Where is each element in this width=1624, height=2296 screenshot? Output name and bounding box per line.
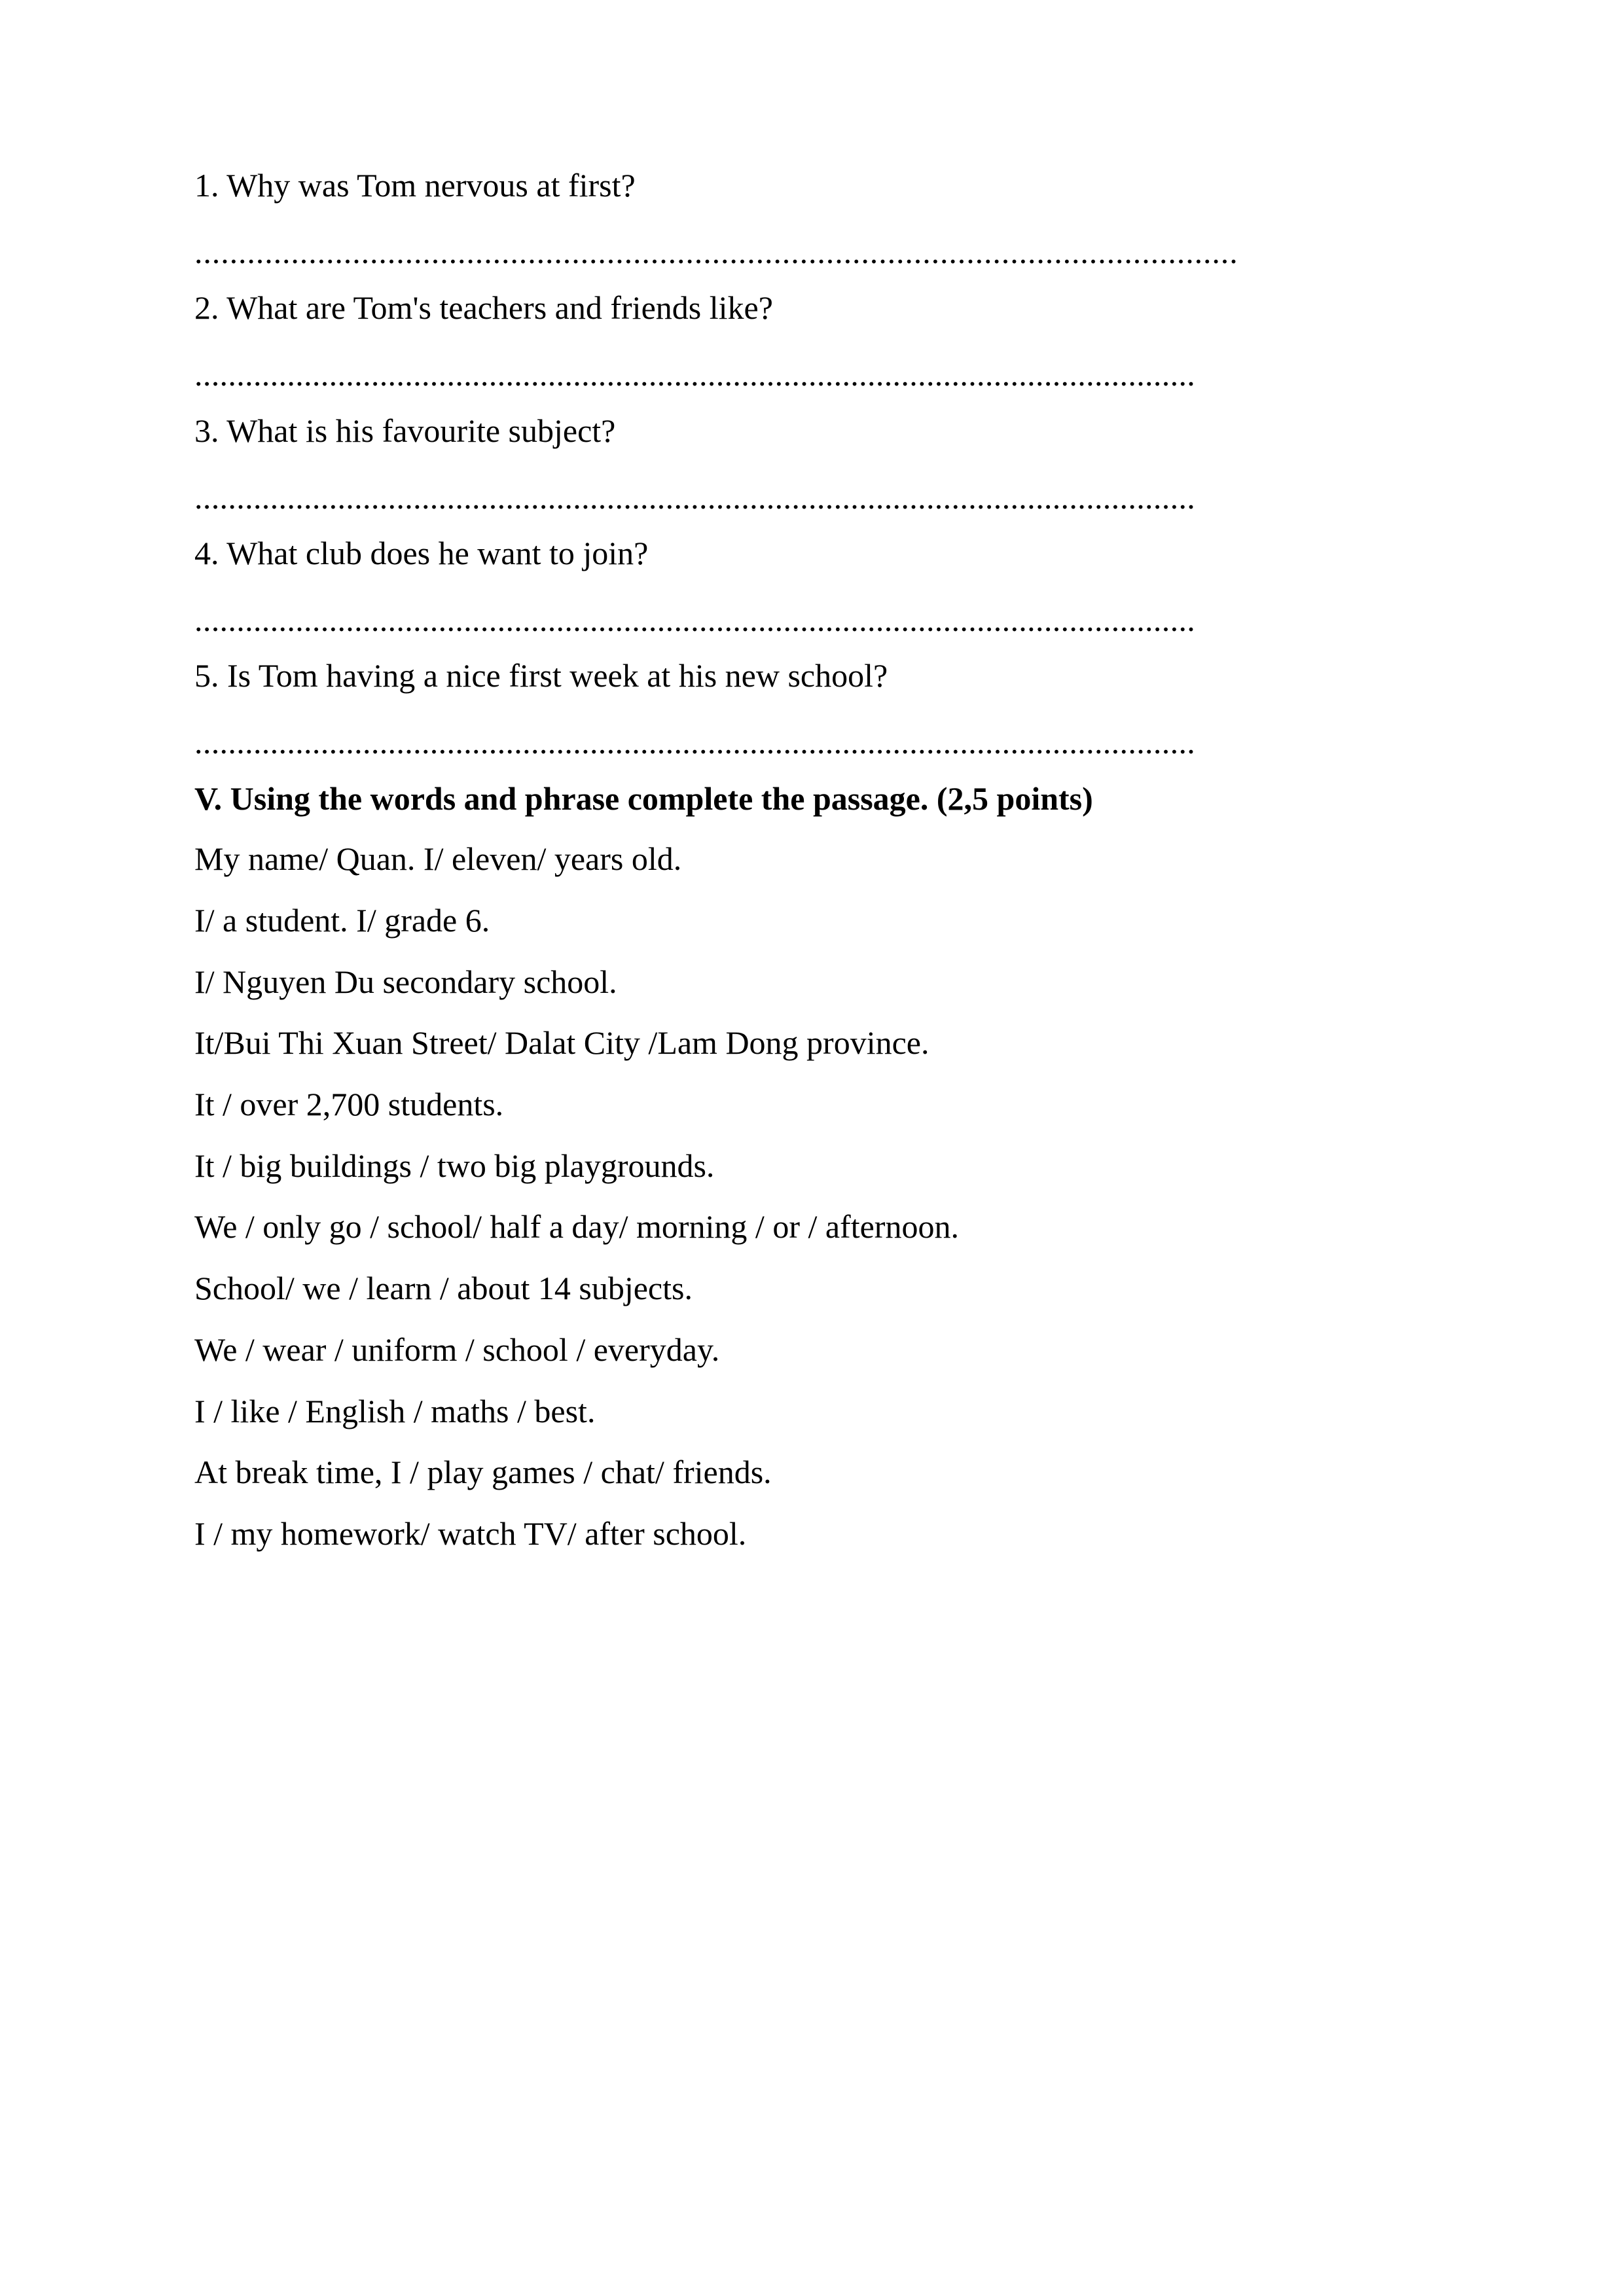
question-3: 3. What is his favourite subject? <box>194 412 616 449</box>
answer-line-2: ....................................................................................................................... <box>194 356 1196 393</box>
passage-line: I / my homework/ watch TV/ after school. <box>194 1515 747 1552</box>
answer-line-1: ....................................................................................................................... <box>194 234 1238 270</box>
passage-line: It / big buildings / two big playgrounds. <box>194 1147 715 1184</box>
question-1: 1. Why was Tom nervous at first? <box>194 167 636 204</box>
passage-line: My name/ Quan. I/ eleven/ years old. <box>194 840 682 877</box>
section-v-heading: V. Using the words and phrase complete the passage. (2,5 points) <box>194 780 1093 817</box>
passage-line: It/Bui Thi Xuan Street/ Dalat City /Lam Dong province. <box>194 1024 929 1061</box>
passage-line: We / only go / school/ half a day/ morning / or / afternoon. <box>194 1208 959 1245</box>
answer-line-4: ....................................................................................................................... <box>194 601 1196 638</box>
question-4: 4. What club does he want to join? <box>194 535 649 571</box>
passage-line: I / like / English / maths / best. <box>194 1393 596 1429</box>
passage-line: I/ a student. I/ grade 6. <box>194 902 490 939</box>
answer-line-3: ....................................................................................................................... <box>194 479 1196 516</box>
question-5: 5. Is Tom having a nice first week at his new school? <box>194 657 888 694</box>
passage-line: School/ we / learn / about 14 subjects. <box>194 1270 693 1306</box>
answer-line-5: ....................................................................................................................... <box>194 724 1196 761</box>
passage-line: At break time, I / play games / chat/ friends. <box>194 1454 772 1490</box>
question-2: 2. What are Tom's teachers and friends like? <box>194 289 773 326</box>
passage-line: We / wear / uniform / school / everyday. <box>194 1331 720 1368</box>
passage-line: It / over 2,700 students. <box>194 1086 504 1122</box>
passage-line: I/ Nguyen Du secondary school. <box>194 963 617 1000</box>
